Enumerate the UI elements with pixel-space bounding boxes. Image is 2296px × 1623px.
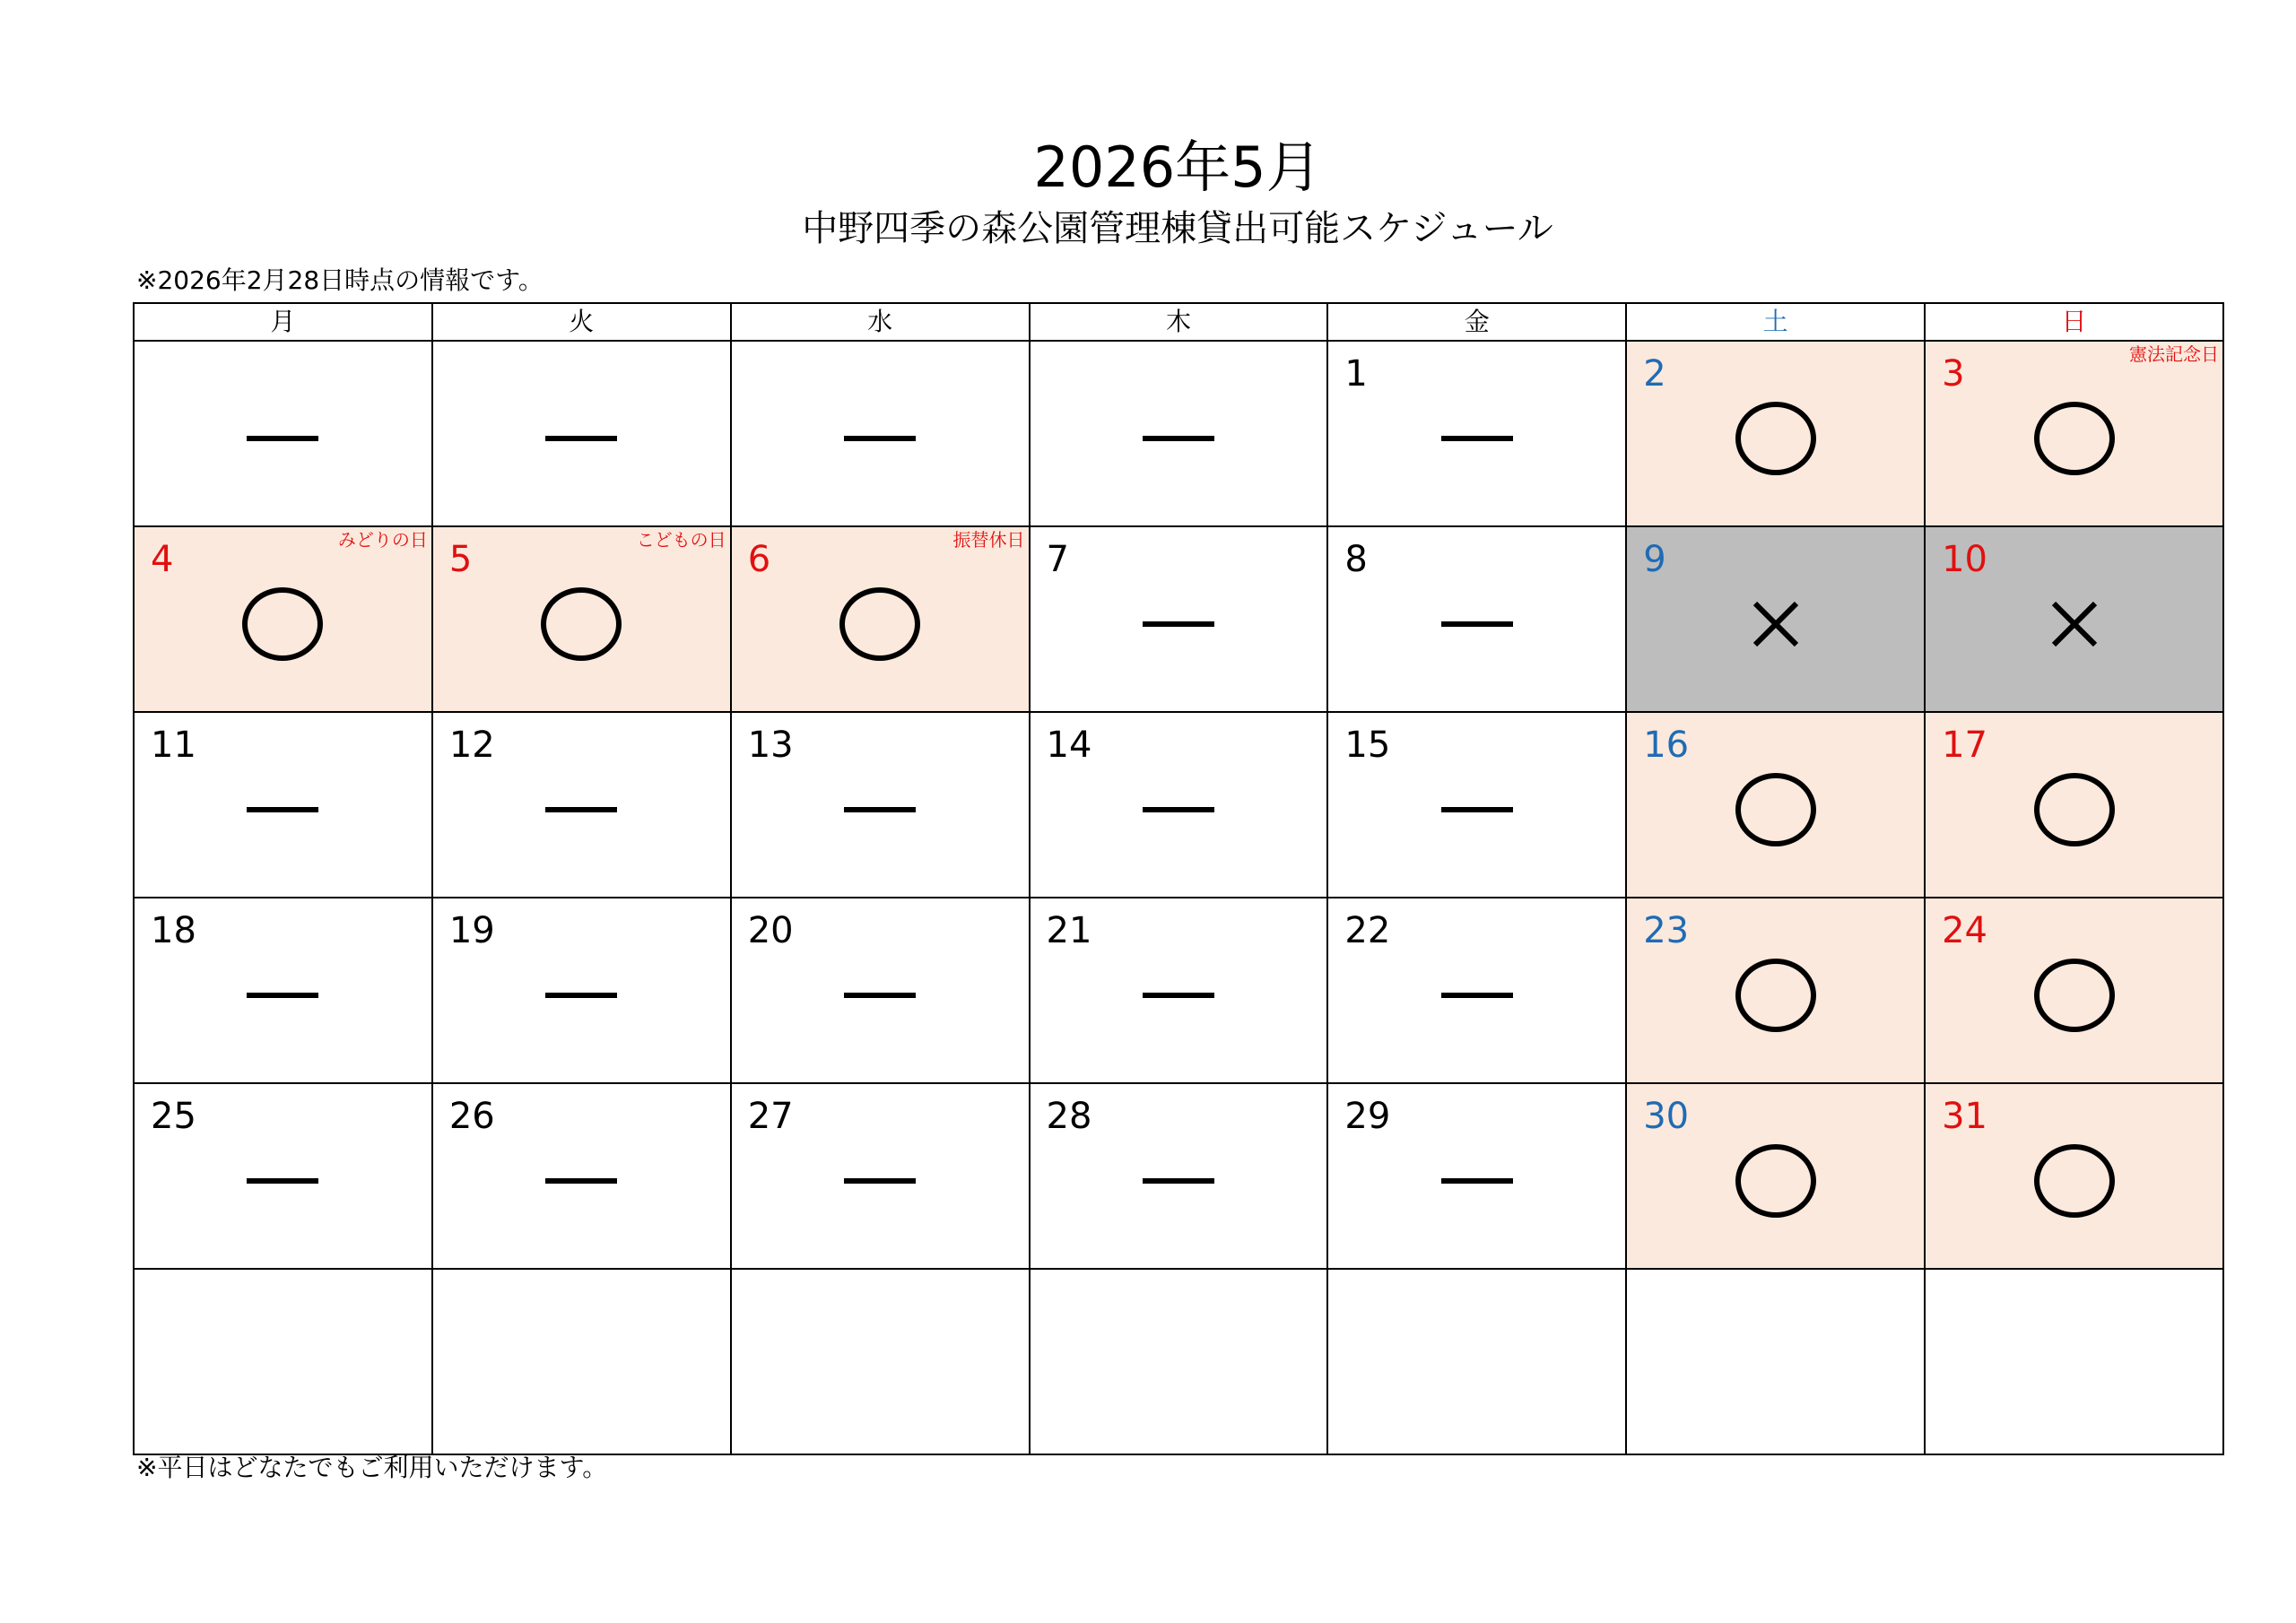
info-date-note: ※2026年2月28日時点の情報です。: [136, 265, 544, 295]
calendar-day-cell: [1327, 526, 1626, 712]
calendar-day-cell: [1327, 1269, 1626, 1454]
available-circle-mark: [732, 581, 1029, 667]
circle-icon: [839, 587, 920, 661]
calendar-day-cell: [134, 898, 432, 1083]
calendar-week-row: [134, 341, 2223, 526]
calendar-day-cell: [134, 341, 432, 526]
dash-icon: [1143, 621, 1214, 627]
dash-icon: [844, 807, 916, 812]
day-number: 23: [1643, 910, 1690, 951]
day-number: 9: [1643, 539, 1666, 580]
calendar-week-row: [134, 526, 2223, 712]
not-applicable-dash-mark: [1328, 395, 1625, 482]
calendar-day-cell: [1626, 1083, 1925, 1269]
not-applicable-dash-mark: [1031, 952, 1327, 1038]
calendar-day-cell: [1030, 526, 1328, 712]
circle-icon: [2034, 402, 2115, 475]
circle-icon: [2034, 773, 2115, 846]
available-circle-mark: [433, 581, 730, 667]
calendar-day-cell: [1030, 1269, 1328, 1454]
calendar-day-cell: [1030, 712, 1328, 898]
day-number: 8: [1344, 539, 1368, 580]
calendar-day-cell: [1626, 898, 1925, 1083]
available-circle-mark: [1627, 952, 1924, 1038]
calendar-week-row: [134, 712, 2223, 898]
calendar-day-cell: [432, 341, 731, 526]
holiday-label: みどりの日: [337, 529, 428, 551]
circle-icon: [1735, 773, 1816, 846]
weekday-header-tue: 火: [432, 303, 731, 341]
day-number: 16: [1643, 725, 1690, 766]
not-applicable-dash-mark: [1031, 767, 1327, 853]
calendar-day-cell: [731, 341, 1030, 526]
calendar-day-cell: [134, 1083, 432, 1269]
not-applicable-dash-mark: [732, 952, 1029, 1038]
day-number: 18: [151, 910, 196, 951]
holiday-label: こどもの日: [636, 529, 726, 551]
available-circle-mark: [1926, 952, 2222, 1038]
calendar-day-cell: [1925, 898, 2223, 1083]
day-number: 4: [151, 539, 174, 580]
weekday-usage-note: ※平日はどなたでもご利用いただけます。: [136, 1453, 608, 1482]
dash-icon: [545, 436, 617, 441]
not-applicable-dash-mark: [135, 952, 431, 1038]
calendar-day-cell: [1925, 341, 2223, 526]
day-number: 2: [1643, 353, 1666, 395]
calendar-day-cell: [432, 1269, 731, 1454]
available-circle-mark: [1627, 395, 1924, 482]
calendar-day-cell: [1030, 898, 1328, 1083]
holiday-label: 振替休日: [952, 529, 1025, 551]
calendar-week-row: [134, 1083, 2223, 1269]
dash-icon: [1143, 993, 1214, 998]
calendar-day-cell: [432, 898, 731, 1083]
not-applicable-dash-mark: [1031, 581, 1327, 667]
day-number: 3: [1942, 353, 1965, 395]
day-number: 25: [151, 1096, 196, 1137]
not-applicable-dash-mark: [1328, 581, 1625, 667]
not-applicable-dash-mark: [135, 395, 431, 482]
day-number: 17: [1942, 725, 1987, 766]
available-circle-mark: [1926, 1138, 2222, 1224]
circle-icon: [2034, 959, 2115, 1032]
day-number: 11: [151, 725, 196, 766]
day-number: 21: [1046, 910, 1092, 951]
calendar-day-cell: [1626, 1269, 1925, 1454]
not-applicable-dash-mark: [433, 952, 730, 1038]
dash-icon: [1143, 807, 1214, 812]
dash-icon: [1143, 436, 1214, 441]
page-title: 2026年5月: [1033, 135, 1322, 200]
dash-icon: [247, 436, 318, 441]
holiday-label: 憲法記念日: [2129, 343, 2219, 365]
circle-icon: [1735, 1144, 1816, 1218]
calendar-week-row: [134, 1269, 2223, 1454]
calendar-day-cell: [1327, 1083, 1626, 1269]
day-number: 6: [747, 539, 771, 580]
calendar-day-cell: [1925, 1269, 2223, 1454]
calendar-day-cell: [1030, 341, 1328, 526]
dash-icon: [1441, 436, 1513, 441]
weekday-header-mon: 月: [134, 303, 432, 341]
calendar-day-cell: [1626, 526, 1925, 712]
dash-icon: [844, 993, 916, 998]
dash-icon: [545, 993, 617, 998]
not-applicable-dash-mark: [732, 767, 1029, 853]
dash-icon: [545, 807, 617, 812]
not-applicable-dash-mark: [433, 767, 730, 853]
not-applicable-dash-mark: [1328, 767, 1625, 853]
day-number: 27: [747, 1096, 794, 1137]
day-number: 13: [747, 725, 794, 766]
dash-icon: [1143, 1178, 1214, 1184]
available-circle-mark: [1926, 767, 2222, 853]
available-circle-mark: [135, 581, 431, 667]
calendar-day-cell: [731, 526, 1030, 712]
day-number: 5: [448, 539, 473, 580]
calendar-day-cell: [1626, 712, 1925, 898]
calendar-week-row: [134, 898, 2223, 1083]
available-circle-mark: [1627, 1138, 1924, 1224]
calendar-day-cell: [1925, 526, 2223, 712]
weekday-header-row: [134, 303, 2223, 341]
not-applicable-dash-mark: [732, 1138, 1029, 1224]
calendar-day-cell: [432, 1083, 731, 1269]
dash-icon: [247, 1178, 318, 1184]
day-number: 30: [1643, 1096, 1690, 1137]
cross-icon: [2043, 593, 2106, 655]
day-number: 19: [448, 910, 495, 951]
calendar-day-cell: [731, 898, 1030, 1083]
not-applicable-dash-mark: [1328, 952, 1625, 1038]
circle-icon: [541, 587, 622, 661]
calendar-day-cell: [134, 712, 432, 898]
circle-icon: [1735, 402, 1816, 475]
page-subtitle: 中野四季の森公園管理棟貸出可能スケジュール: [802, 208, 1553, 249]
dash-icon: [1441, 993, 1513, 998]
not-applicable-dash-mark: [433, 395, 730, 482]
available-circle-mark: [1627, 767, 1924, 853]
dash-icon: [1441, 1178, 1513, 1184]
dash-icon: [1441, 807, 1513, 812]
day-number: 14: [1046, 725, 1092, 766]
calendar-day-cell: [731, 1269, 1030, 1454]
day-number: 28: [1046, 1096, 1092, 1137]
circle-icon: [1735, 959, 1816, 1032]
day-number: 12: [448, 725, 495, 766]
calendar-day-cell: [731, 1083, 1030, 1269]
cross-icon: [1744, 593, 1807, 655]
calendar-day-cell: [1327, 341, 1626, 526]
dash-icon: [247, 807, 318, 812]
dash-icon: [844, 1178, 916, 1184]
calendar-day-cell: [432, 526, 731, 712]
not-applicable-dash-mark: [1031, 1138, 1327, 1224]
dash-icon: [545, 1178, 617, 1184]
calendar-day-cell: [1925, 1083, 2223, 1269]
circle-icon: [2034, 1144, 2115, 1218]
weekday-header-sat: 土: [1626, 303, 1925, 341]
day-number: 10: [1942, 539, 1987, 580]
day-number: 7: [1046, 539, 1069, 580]
weekday-header-thu: 木: [1030, 303, 1328, 341]
calendar-day-cell: [134, 526, 432, 712]
weekday-header-sun: 日: [1925, 303, 2223, 341]
not-applicable-dash-mark: [1031, 395, 1327, 482]
day-number: 26: [448, 1096, 495, 1137]
not-applicable-dash-mark: [732, 395, 1029, 482]
weekday-header-wed: 水: [731, 303, 1030, 341]
day-number: 22: [1344, 910, 1391, 951]
day-number: 29: [1344, 1096, 1391, 1137]
circle-icon: [242, 587, 323, 661]
day-number: 24: [1942, 910, 1987, 951]
not-applicable-dash-mark: [135, 1138, 431, 1224]
dash-icon: [247, 993, 318, 998]
day-number: 15: [1344, 725, 1391, 766]
calendar-body: [134, 341, 2223, 1454]
calendar-day-cell: [1327, 712, 1626, 898]
unavailable-cross-mark: [1627, 581, 1924, 667]
calendar-day-cell: [134, 1269, 432, 1454]
day-number: 31: [1942, 1096, 1987, 1137]
day-number: 1: [1344, 353, 1368, 395]
calendar-day-cell: [432, 712, 731, 898]
calendar-day-cell: [1626, 341, 1925, 526]
unavailable-cross-mark: [1926, 581, 2222, 667]
not-applicable-dash-mark: [135, 767, 431, 853]
calendar-table: [133, 302, 2224, 1455]
calendar-day-cell: [1925, 712, 2223, 898]
weekday-header-fri: 金: [1327, 303, 1626, 341]
not-applicable-dash-mark: [433, 1138, 730, 1224]
dash-icon: [844, 436, 916, 441]
day-number: 20: [747, 910, 794, 951]
calendar-day-cell: [1327, 898, 1626, 1083]
calendar-day-cell: [731, 712, 1030, 898]
dash-icon: [1441, 621, 1513, 627]
available-circle-mark: [1926, 395, 2222, 482]
not-applicable-dash-mark: [1328, 1138, 1625, 1224]
calendar-day-cell: [1030, 1083, 1328, 1269]
